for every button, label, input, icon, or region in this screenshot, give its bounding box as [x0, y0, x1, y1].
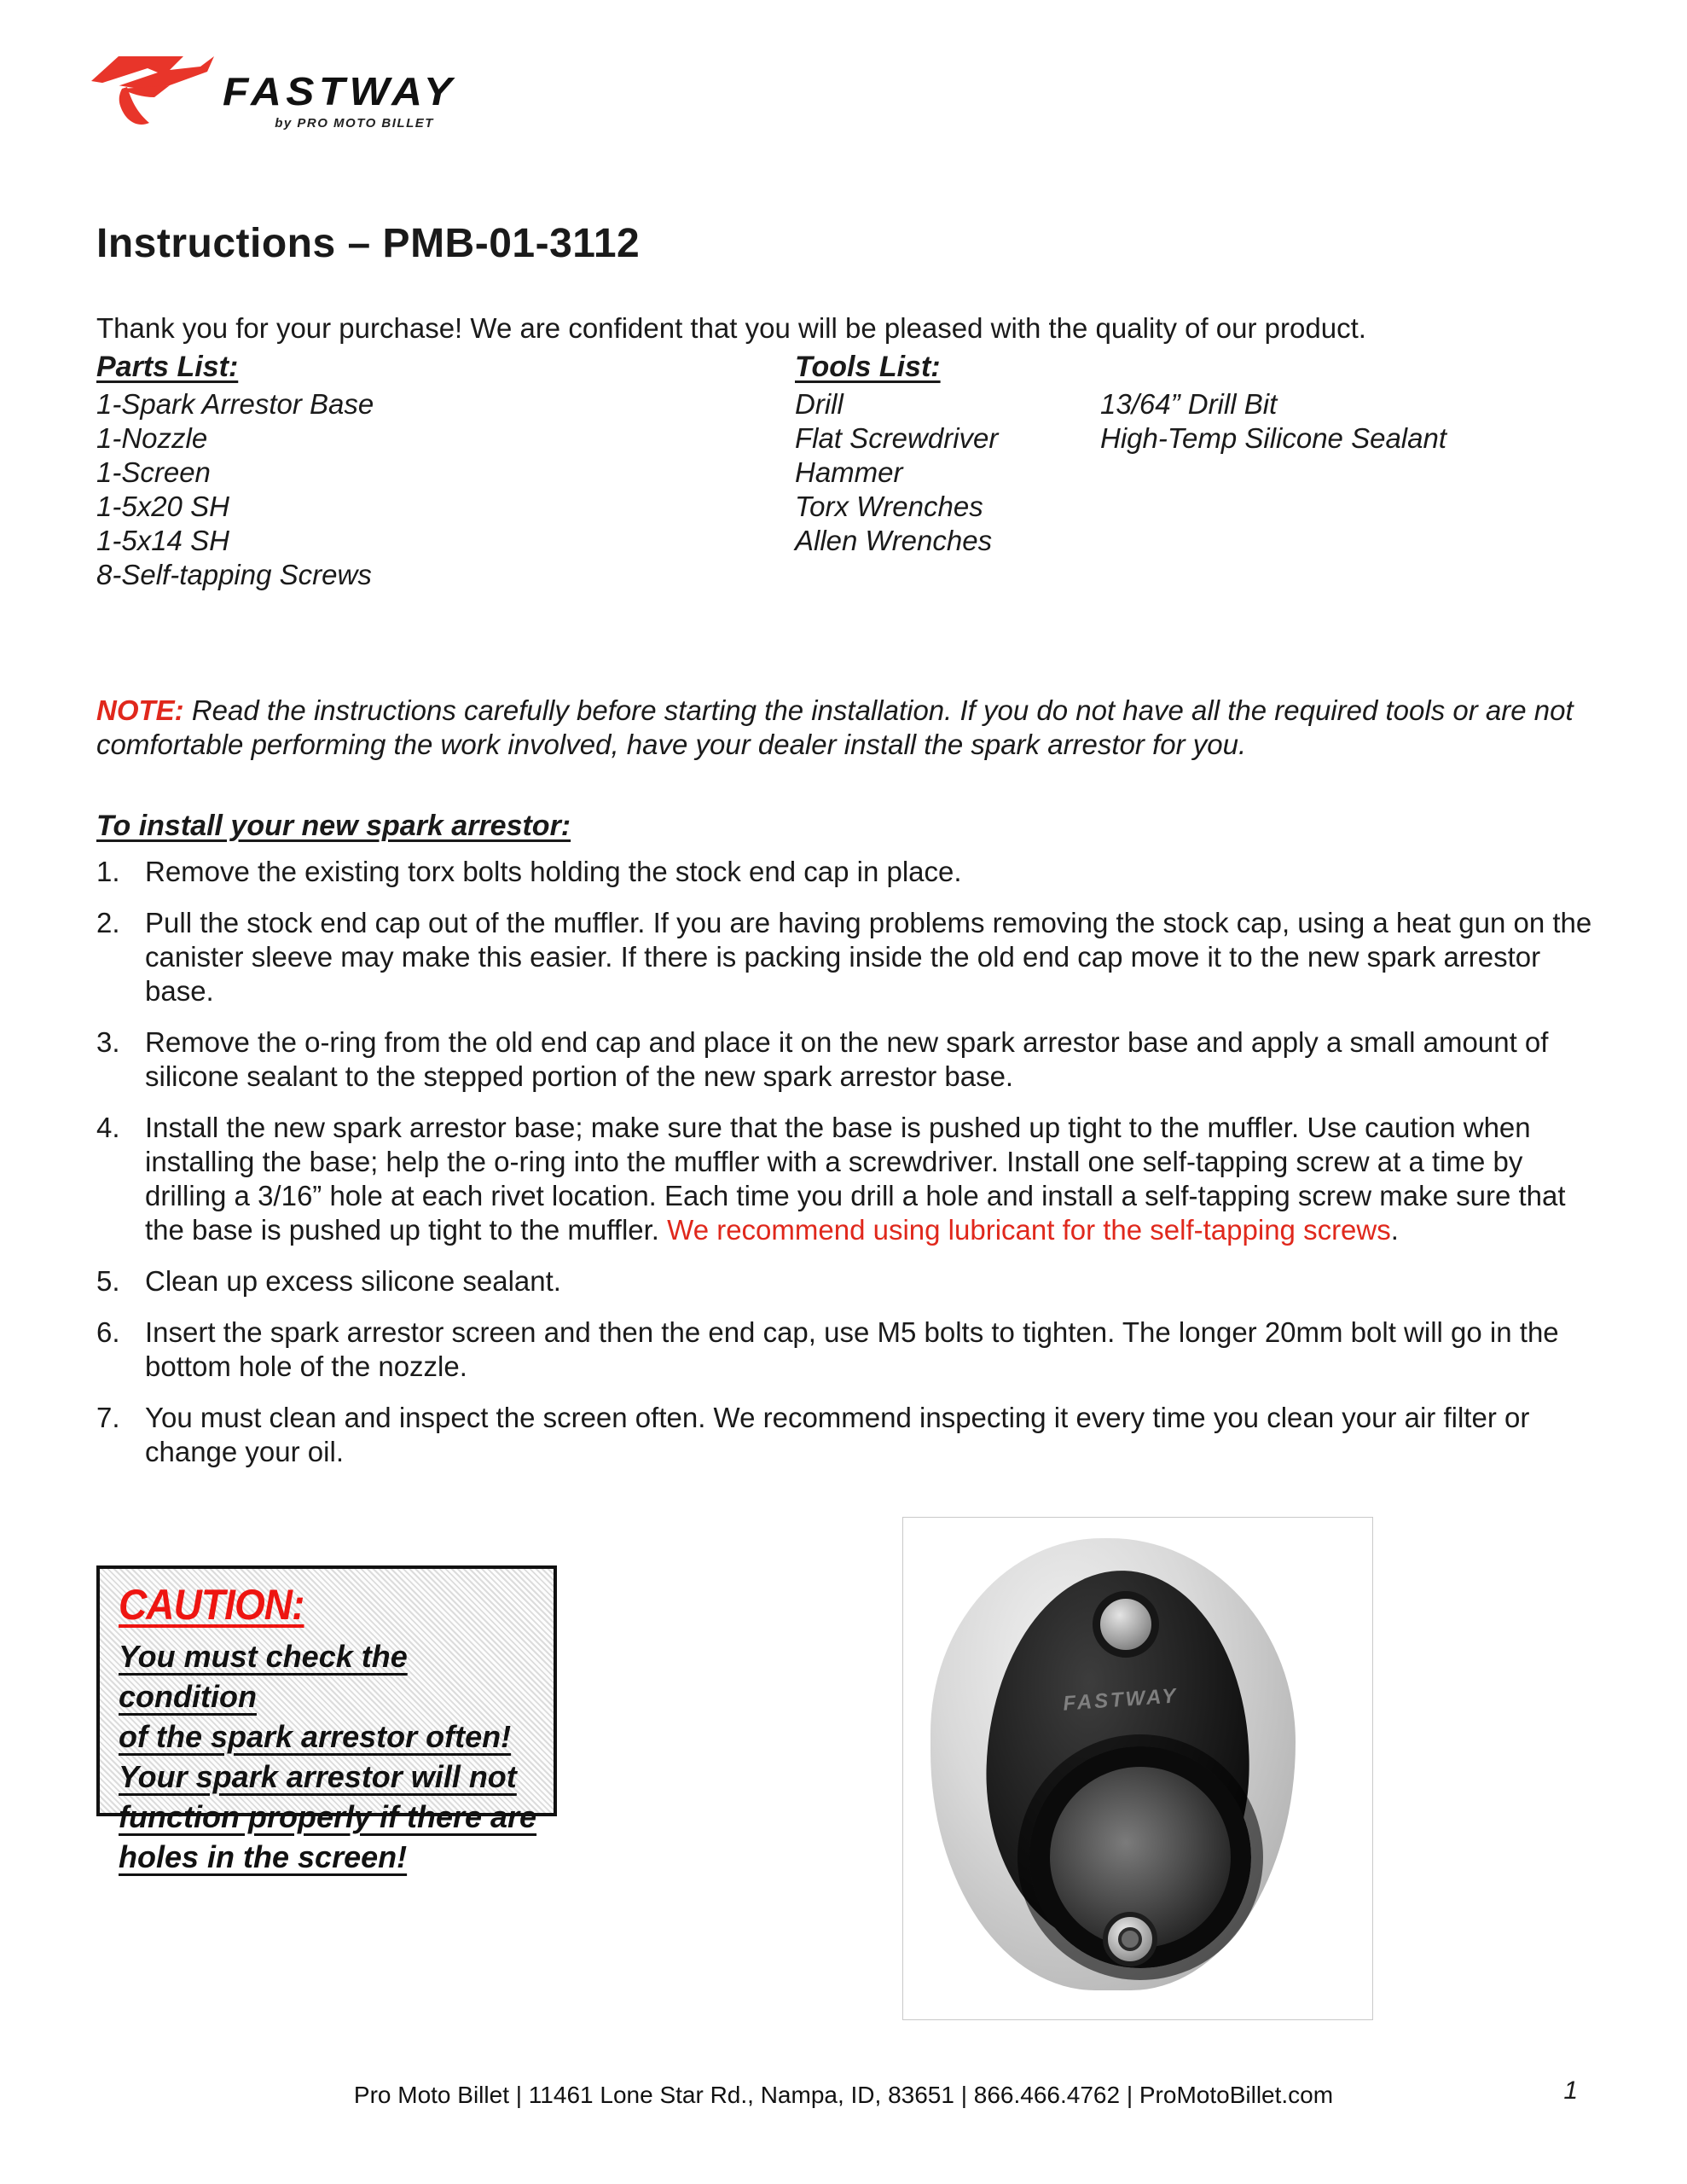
step-number: 7. [96, 1402, 120, 1433]
fastway-swoosh-icon [88, 49, 216, 128]
page-title: Instructions – PMB-01-3112 [96, 221, 641, 267]
step-5 [96, 1264, 1596, 1298]
step-text: Insert the spark arrestor screen and then the end cap, use M5 bolts to tighten. The longer 20mm bolt will go in the bottom hole of the nozzle. [145, 1316, 1559, 1382]
product-bolt-socket [1118, 1927, 1142, 1951]
caution-box [96, 1565, 557, 1874]
note-text: Read the instructions carefully before starting the installation. If you do not have all the required tools or are not comfortable performing the work involved, have your dealer install the spark arrestor for you. [96, 694, 1574, 760]
step-4 [96, 1111, 1596, 1247]
intro-text: Thank you for your purchase! We are confident that you will be pleased with the quality of our product. [96, 312, 1366, 344]
tools-list-item: High-Temp Silicone Sealant [1100, 422, 1447, 454]
tools-list-item: Flat Screwdriver [795, 422, 999, 454]
step-number: 3. [96, 1026, 120, 1058]
fastway-logo [88, 49, 457, 131]
note-paragraph [96, 694, 1599, 762]
logo-brand-text: FASTWAY [223, 69, 457, 113]
parts-list-heading: Parts List: [96, 351, 239, 383]
parts-list-item: 1-Nozzle [96, 422, 208, 454]
caution-line: holes in the screen! [119, 1838, 408, 1874]
product-top-screw [1093, 1591, 1159, 1658]
install-section-heading: To install your new spark arrestor: [96, 810, 571, 842]
footer-contact-line: Pro Moto Billet | 11461 Lone Star Rd., Nampa, ID, 83651 | 866.466.4762 | ProMotoBillet.com [353, 2082, 1334, 2108]
tools-list-heading: Tools List: [795, 351, 941, 383]
product-bottom-bolt [1103, 1912, 1157, 1966]
step-text-black: Install the new spark arrestor base; make sure that the base is pushed up tight to the muffler. Use caution when installing the base; help the o-ring into the muffler with a screwdriver. Install one self-tapping screw at a time by drilling a 3/16” hole at each rivet location. Each time you drill a hole and install a self-tapping screw make sure that the base is pushed up tight to the muffler. [145, 1112, 1566, 1246]
parts-list-item: 1-Spark Arrestor Base [96, 388, 374, 420]
step-number: 4. [96, 1112, 120, 1143]
step-text-period: . [1390, 1214, 1399, 1246]
lists-section [96, 350, 1597, 592]
step-3 [96, 1025, 1596, 1094]
step-1 [96, 855, 1596, 889]
logo-byline-text: by PRO MOTO BILLET [275, 116, 434, 131]
caution-line: Your spark arrestor will not [119, 1758, 517, 1794]
step-number: 5. [96, 1265, 120, 1297]
parts-list-item: 1-5x20 SH [96, 491, 229, 522]
step-text-red: We recommend using lubricant for the self-tapping screws [667, 1214, 1391, 1246]
step-number: 6. [96, 1316, 120, 1348]
logo-text [223, 49, 457, 131]
step-number: 1. [96, 856, 120, 887]
caution-line: function properly if there are [119, 1798, 537, 1834]
note-label: NOTE: [96, 694, 184, 726]
caution-line: of the spark arrestor often! [119, 1718, 512, 1754]
parts-list-item: 1-5x14 SH [96, 525, 229, 556]
step-text: Remove the o-ring from the old end cap and place it on the new spark arrestor base and apply a small amount of silicone sealant to the stepped portion of the new spark arrestor base. [145, 1026, 1549, 1092]
caution-heading: CAUTION: [119, 1581, 304, 1629]
step-text [145, 1111, 1596, 1247]
step-6 [96, 1316, 1596, 1384]
caution-line: You must check the condition [119, 1638, 408, 1714]
tools-list-item: Hammer [795, 456, 903, 488]
step-7 [96, 1401, 1596, 1469]
parts-list-item: 8-Self-tapping Screws [96, 559, 372, 590]
step-text: Clean up excess silicone sealant. [145, 1265, 561, 1297]
parts-list [96, 350, 795, 592]
step-text: You must clean and inspect the screen often. We recommend inspecting it every time you clean your air filter or change your oil. [145, 1402, 1530, 1467]
tools-list-item: Drill [795, 388, 844, 420]
tools-list-item: 13/64” Drill Bit [1100, 388, 1278, 420]
step-text: Pull the stock end cap out of the muffler. If you are having problems removing the stock cap, using a heat gun on the canister sleeve may make this easier. If there is packing inside the old end cap move it to the new spark arrestor base. [145, 907, 1592, 1007]
tools-list [795, 350, 1597, 592]
step-number: 2. [96, 907, 120, 938]
tools-list-item: Torx Wrenches [795, 491, 983, 522]
step-2 [96, 906, 1596, 1008]
install-steps [96, 855, 1596, 1486]
product-photo [902, 1517, 1373, 2020]
tools-list-column-1 [795, 387, 1100, 558]
product-logo-engraving: FASTWAY [1062, 1684, 1180, 1716]
tools-list-item: Allen Wrenches [795, 525, 993, 556]
parts-list-item: 1-Screen [96, 456, 211, 488]
step-text: Remove the existing torx bolts holding the stock end cap in place. [145, 856, 962, 887]
page-number: 1 [1563, 2077, 1578, 2105]
tools-list-column-2 [1100, 387, 1597, 558]
